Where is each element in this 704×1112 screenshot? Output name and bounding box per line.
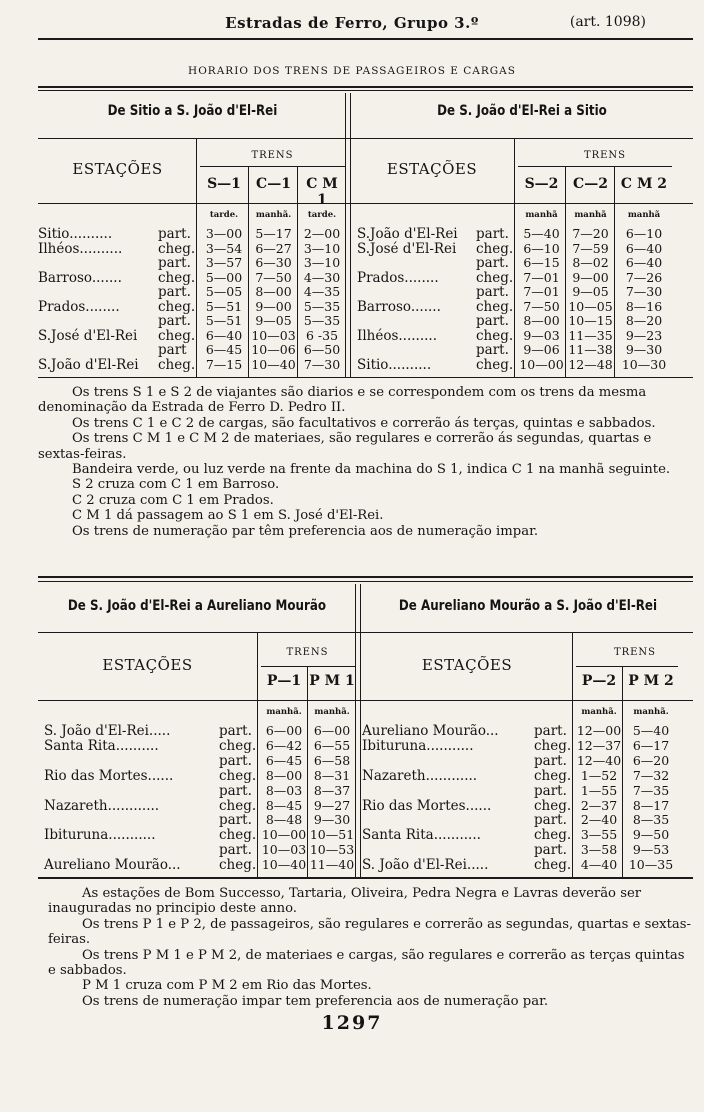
- time-cell: 10—03: [251, 327, 296, 343]
- stop-type: cheg.: [476, 356, 514, 373]
- stop-type: part.: [476, 313, 509, 330]
- rule: [38, 90, 693, 91]
- time-cell: 6—10: [523, 240, 560, 256]
- time-cell: 7—26: [625, 269, 663, 285]
- section-title: De S. João d'El-Rei a Aureliano Mourão: [67, 598, 327, 614]
- stop-type: cheg.: [158, 240, 196, 257]
- table-rule: [518, 166, 672, 167]
- station-name: Sitio..........: [357, 356, 432, 373]
- time-cell: 9—27: [313, 797, 351, 813]
- time-cell: 5—05: [205, 284, 243, 300]
- time-period: manhã: [627, 210, 661, 220]
- time-cell: 9—53: [632, 842, 670, 858]
- section-title: De Aureliano Mourão a S. João d'El-Rei: [398, 598, 658, 614]
- time-cell: 6—30: [255, 255, 292, 271]
- time-cell: 9—30: [625, 342, 663, 358]
- train-code: C M 2: [620, 176, 668, 192]
- stop-type: cheg.: [219, 857, 257, 874]
- note-paragraph: Os trens de numeração impar tem preferencia aos de numeração par.: [82, 993, 549, 1009]
- rule: [38, 581, 693, 582]
- time-cell: 8—16: [625, 298, 663, 314]
- table-rule: [572, 633, 573, 877]
- stop-type: cheg.: [219, 827, 257, 844]
- train-code: P—1: [266, 673, 302, 689]
- time-cell: 8—00: [265, 767, 303, 783]
- time-cell: 6 -35: [305, 327, 339, 343]
- time-cell: 9—50: [632, 827, 670, 843]
- notes-block: [38, 385, 696, 539]
- trains-header: TRENS: [251, 150, 294, 161]
- time-cell: 5—51: [205, 313, 243, 329]
- time-cell: 5—51: [205, 298, 243, 314]
- table-rule: [307, 666, 308, 877]
- time-cell: 7—50: [523, 298, 560, 314]
- stop-type: cheg.: [476, 327, 514, 344]
- time-cell: 6—40: [625, 240, 663, 256]
- column-divider: [355, 584, 361, 878]
- time-cell: 8—20: [625, 313, 663, 329]
- stop-type: cheg.: [158, 269, 196, 286]
- time-cell: 7—20: [572, 226, 609, 241]
- time-cell: 6—27: [255, 240, 292, 256]
- time-cell: 5—40: [632, 723, 670, 738]
- stations-header: ESTAÇÕES: [421, 656, 513, 674]
- section-title: De S. João d'El-Rei a Sitio: [437, 103, 607, 119]
- time-cell: 4—40: [580, 857, 618, 873]
- time-cell: 6—15: [523, 255, 560, 271]
- time-cell: 8—48: [265, 812, 303, 828]
- station-name: S. João d'El-Rei.....: [44, 723, 171, 739]
- time-cell: 6—45: [265, 752, 303, 768]
- column-divider: [345, 93, 351, 378]
- stop-type: part.: [534, 782, 567, 799]
- time-cell: 12—00: [576, 723, 622, 738]
- station-name: Nazareth............: [44, 797, 160, 814]
- train-code: P M 2: [628, 673, 674, 689]
- time-cell: 12—48: [568, 356, 613, 372]
- page-subtitle: HORARIO DOS TRENS DE PASSAGEIROS E CARGAS: [188, 65, 516, 77]
- station-name: S.José d'El-Rei: [357, 240, 457, 257]
- train-code: C—1: [256, 176, 291, 192]
- station-name: Santa Rita...........: [362, 827, 481, 844]
- time-cell: 6—40: [205, 327, 243, 343]
- time-period: manhã.: [314, 707, 350, 717]
- station-name: Barroso.......: [38, 269, 122, 286]
- rule: [38, 138, 693, 139]
- stations-header: ESTAÇÕES: [386, 160, 478, 178]
- note-paragraph: Os trens C M 1 e C M 2 de materiaes, são regulares e correrão ás segundas, quartas e sextas-feiras.: [38, 431, 652, 462]
- time-cell: 8—00: [523, 313, 560, 329]
- time-cell: 6—45: [205, 342, 243, 358]
- rule: [38, 86, 693, 88]
- time-cell: 7—15: [205, 356, 243, 372]
- time-cell: 6—00: [265, 723, 303, 738]
- time-cell: 8—17: [632, 797, 670, 813]
- section-title: De Sitio a S. João d'El-Rei: [107, 103, 278, 119]
- train-code: S—1: [207, 176, 241, 192]
- time-cell: 11—38: [568, 342, 613, 358]
- header-rule: [38, 38, 693, 40]
- time-cell: 8—03: [265, 782, 303, 798]
- page-number: 1297: [321, 1012, 383, 1034]
- station-name: Ilhéos.........: [357, 327, 438, 344]
- time-cell: 6—50: [303, 342, 341, 358]
- station-name: Prados........: [357, 269, 439, 286]
- time-cell: 7—01: [523, 269, 560, 285]
- table-rule: [261, 666, 355, 667]
- time-cell: 10—51: [309, 827, 355, 843]
- time-cell: 9—23: [625, 327, 663, 343]
- stop-type: cheg.: [534, 857, 572, 874]
- stop-type: part.: [158, 284, 191, 301]
- time-cell: 3—00: [205, 226, 243, 241]
- table-rule: [514, 139, 515, 377]
- stop-type: part.: [534, 812, 567, 829]
- time-cell: 12—37: [576, 737, 622, 753]
- stop-type: cheg.: [476, 240, 514, 257]
- stop-type: cheg.: [534, 797, 572, 814]
- table-rule: [614, 166, 615, 377]
- time-cell: 10—06: [251, 342, 296, 358]
- stop-type: cheg.: [534, 737, 572, 754]
- table-rule: [200, 166, 345, 167]
- stop-type: cheg.: [476, 269, 514, 286]
- time-cell: 6—10: [625, 226, 663, 241]
- station-name: Ibituruna...........: [44, 827, 156, 844]
- trains-header: TRENS: [583, 150, 627, 161]
- time-cell: 6—42: [265, 737, 303, 753]
- note-paragraph: C 2 cruza com C 1 em Prados.: [72, 492, 274, 508]
- station-name: Ibituruna...........: [362, 737, 474, 754]
- stop-type: part.: [158, 255, 191, 272]
- rule: [38, 877, 693, 879]
- time-cell: 8—37: [313, 782, 351, 798]
- time-cell: 3—54: [205, 240, 243, 256]
- station-name: Rio das Mortes......: [44, 767, 174, 784]
- note-paragraph: P M 1 cruza com P M 2 em Rio das Mortes.: [82, 978, 372, 994]
- time-cell: 7—01: [523, 284, 560, 300]
- stop-type: part.: [534, 723, 567, 739]
- note-paragraph: Os trens S 1 e S 2 de viajantes são diarios e se correspondem com os trens da mesma denominação da Estrada de Ferro D. Pedro II.: [38, 385, 647, 416]
- note-paragraph: Os trens C 1 e C 2 de cargas, são facultativos e correrão ás terças, quintas e sabbados.: [72, 415, 656, 431]
- time-period: manhã.: [255, 210, 292, 220]
- time-cell: 10—03: [261, 842, 307, 858]
- time-cell: 3—10: [303, 255, 341, 271]
- station-name: S.José d'El-Rei: [38, 327, 138, 344]
- note-paragraph: Os trens P M 1 e P M 2, de materiaes e cargas, são regulares e correrão as terças quintas e sabbados.: [48, 947, 685, 979]
- time-cell: 1—55: [580, 782, 618, 798]
- note-paragraph: S 2 cruza com C 1 em Barroso.: [72, 477, 280, 493]
- stop-type: part.: [534, 752, 567, 769]
- page-header-title: Estradas de Ferro, Grupo 3.º: [225, 14, 479, 32]
- time-cell: 11—35: [568, 327, 613, 343]
- time-period: manhã: [574, 210, 607, 220]
- stop-type: part.: [476, 284, 509, 301]
- time-cell: 3—58: [580, 842, 618, 858]
- time-cell: 5—40: [523, 226, 560, 241]
- time-cell: 7—30: [625, 284, 663, 300]
- station-name: S. João d'El-Rei.....: [362, 857, 489, 874]
- train-code: S—2: [524, 176, 559, 192]
- time-cell: 6—55: [313, 737, 351, 753]
- table-rule: [257, 633, 258, 877]
- station-name: Aureliano Mourão...: [44, 857, 181, 874]
- time-cell: 2—40: [580, 812, 618, 828]
- rule: [38, 203, 693, 204]
- time-cell: 8—45: [265, 797, 303, 813]
- time-cell: 6—00: [313, 723, 351, 738]
- rule: [38, 632, 693, 633]
- table-rule: [576, 666, 678, 667]
- time-cell: 9—00: [255, 298, 292, 314]
- note-paragraph: C M 1 dá passagem ao S 1 em S. José d'El-Rei.: [72, 508, 384, 524]
- time-cell: 9—00: [572, 269, 609, 285]
- time-cell: 10—05: [568, 298, 613, 314]
- time-cell: 6—58: [313, 752, 351, 768]
- stop-type: cheg.: [476, 298, 514, 315]
- time-period: tarde.: [209, 210, 239, 220]
- train-code: P M 1: [309, 673, 355, 689]
- time-cell: 10—40: [261, 857, 307, 873]
- note-paragraph: Bandeira verde, ou luz verde na frente da machina do S 1, indica C 1 na manhã seguinte.: [72, 462, 671, 478]
- time-cell: 5—17: [255, 226, 292, 241]
- time-cell: 7—30: [303, 356, 341, 372]
- time-period: manhã.: [633, 707, 669, 717]
- note-paragraph: Os trens P 1 e P 2, de passageiros, são regulares e correrão as segundas, quartas e sextas-feiras.: [48, 916, 691, 948]
- stop-type: part.: [476, 342, 509, 359]
- rule: [38, 576, 693, 578]
- stop-type: part.: [219, 812, 252, 829]
- time-cell: 4—35: [303, 284, 341, 300]
- time-period: tarde.: [307, 210, 337, 220]
- time-cell: 12—40: [576, 752, 622, 768]
- stop-type: cheg.: [158, 356, 196, 373]
- time-cell: 9—05: [255, 313, 292, 329]
- station-name: Rio das Mortes......: [362, 797, 492, 814]
- table-rule: [248, 166, 249, 377]
- time-cell: 10—30: [621, 356, 667, 372]
- station-name: Prados........: [38, 298, 120, 315]
- article-reference: (art. 1098): [569, 14, 646, 30]
- time-cell: 2—37: [580, 797, 618, 813]
- time-cell: 7—32: [632, 767, 670, 783]
- stop-type: part.: [219, 842, 252, 859]
- stop-type: part.: [476, 226, 509, 242]
- time-cell: 2—00: [303, 226, 341, 241]
- time-cell: 8—02: [572, 255, 609, 271]
- station-name: Barroso.......: [357, 298, 441, 315]
- stations-header: ESTAÇÕES: [102, 656, 193, 674]
- time-cell: 11—40: [309, 857, 355, 873]
- time-cell: 9—05: [572, 284, 609, 300]
- time-cell: 6—20: [632, 752, 670, 768]
- stop-type: cheg.: [219, 737, 257, 754]
- time-cell: 1—52: [580, 767, 618, 783]
- rule: [38, 700, 693, 701]
- table-rule: [297, 166, 298, 377]
- time-cell: 4—30: [303, 269, 341, 285]
- stop-type: part.: [158, 226, 191, 242]
- time-cell: 6—17: [632, 737, 670, 753]
- time-cell: 3—10: [303, 240, 341, 256]
- note-paragraph: Os trens de numeração par têm preferencia aos de numeração impar.: [72, 523, 539, 539]
- trains-header: TRENS: [286, 647, 329, 658]
- rule: [38, 377, 693, 378]
- time-cell: 7—35: [632, 782, 670, 798]
- time-cell: 6—40: [625, 255, 663, 271]
- time-cell: 7—59: [572, 240, 609, 256]
- time-cell: 7—50: [255, 269, 292, 285]
- stop-type: cheg.: [534, 827, 572, 844]
- stop-type: part.: [158, 313, 191, 330]
- time-cell: 5—00: [205, 269, 243, 285]
- time-period: manhã: [525, 210, 558, 220]
- time-cell: 10—53: [309, 842, 355, 858]
- time-cell: 3—55: [580, 827, 618, 843]
- time-cell: 8—31: [313, 767, 351, 783]
- train-code: C M 1: [306, 176, 338, 208]
- station-name: Ilhéos..........: [38, 240, 123, 257]
- time-period: manhã.: [266, 707, 302, 717]
- time-cell: 10—40: [251, 356, 296, 372]
- time-cell: 8—35: [632, 812, 670, 828]
- time-cell: 9—06: [523, 342, 560, 358]
- station-name: S.João d'El-Rei: [38, 356, 139, 373]
- table-rule: [565, 166, 566, 377]
- stop-type: cheg.: [158, 298, 196, 315]
- station-name: Nazareth............: [362, 767, 478, 784]
- time-cell: 3—57: [205, 255, 243, 271]
- station-name: Santa Rita..........: [44, 737, 159, 754]
- stop-type: part.: [219, 752, 252, 769]
- time-cell: 10—35: [628, 857, 674, 873]
- time-cell: 9—30: [313, 812, 351, 828]
- trains-header: TRENS: [613, 647, 657, 658]
- station-name: Aureliano Mourão...: [362, 723, 499, 739]
- stop-type: cheg.: [219, 797, 257, 814]
- table-rule: [196, 139, 197, 377]
- time-cell: 5—35: [303, 298, 341, 314]
- stop-type: part.: [219, 782, 252, 799]
- stop-type: part.: [476, 255, 509, 272]
- station-name: S.João d'El-Rei: [357, 226, 458, 242]
- time-cell: 5—35: [303, 313, 341, 329]
- time-cell: 10—00: [519, 356, 564, 372]
- stop-type: part.: [219, 723, 252, 739]
- time-cell: 10—15: [568, 313, 613, 329]
- stop-type: cheg.: [158, 327, 196, 344]
- time-cell: 9—03: [523, 327, 560, 343]
- note-paragraph: As estações de Bom Successo, Tartaria, Oliveira, Pedra Negra e Lavras deverão ser inauguradas no principio deste anno.: [48, 886, 642, 917]
- table-rule: [622, 666, 623, 877]
- time-cell: 10—00: [261, 827, 307, 843]
- train-code: C—2: [573, 176, 608, 192]
- stations-header: ESTAÇÕES: [72, 160, 163, 178]
- stop-type: part.: [534, 842, 567, 859]
- stop-type: cheg.: [534, 767, 572, 784]
- train-code: P—2: [581, 673, 617, 689]
- notes-block: [48, 886, 696, 1009]
- time-period: manhã.: [581, 707, 617, 717]
- station-name: Sitio..........: [38, 226, 113, 242]
- stop-type: cheg.: [219, 767, 257, 784]
- time-cell: 8—00: [255, 284, 292, 300]
- stop-type: part: [158, 342, 187, 359]
